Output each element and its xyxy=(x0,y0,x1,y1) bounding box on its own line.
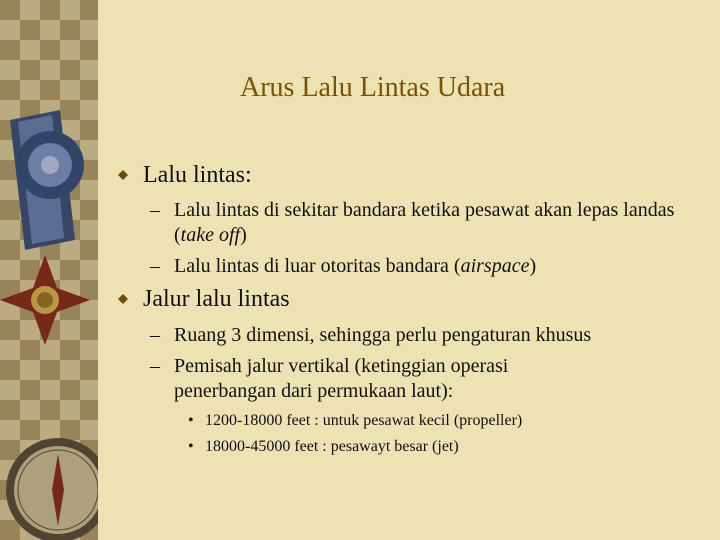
diamond-bullet-icon xyxy=(118,294,128,304)
bullet-text: Jalur lalu lintas xyxy=(143,286,290,312)
dash-marker: – xyxy=(150,255,160,277)
sub-bullet-text: Lalu lintas di sekitar bandara ketika pesawat akan lepas landas (take off) xyxy=(174,199,675,246)
sub-sub-bullet-text: 18000-45000 feet : pesawayt besar (jet) xyxy=(205,438,459,455)
sub-bullet-text: Lalu lintas di luar otoritas bandara (airspace) xyxy=(174,255,537,277)
bullet-text: Lalu lintas: xyxy=(143,162,252,188)
dash-marker: – xyxy=(150,324,160,346)
dot-marker: • xyxy=(188,438,194,455)
dash-marker: – xyxy=(150,199,160,221)
dot-marker: • xyxy=(188,412,194,429)
sub-sub-bullet-text: 1200-18000 feet : untuk pesawat kecil (propeller) xyxy=(205,412,523,429)
slide-title: Arus Lalu Lintas Udara xyxy=(240,72,506,103)
diamond-bullet-icon xyxy=(118,170,128,180)
dash-marker: – xyxy=(150,355,160,377)
sidebar-image xyxy=(0,0,98,540)
sub-bullet-text: Ruang 3 dimensi, sehingga perlu pengaturan khusus xyxy=(174,324,592,346)
sub-bullet-text: Pemisah jalur vertikal (ketinggian operasi penerbangan dari permukaan laut): xyxy=(174,355,509,402)
